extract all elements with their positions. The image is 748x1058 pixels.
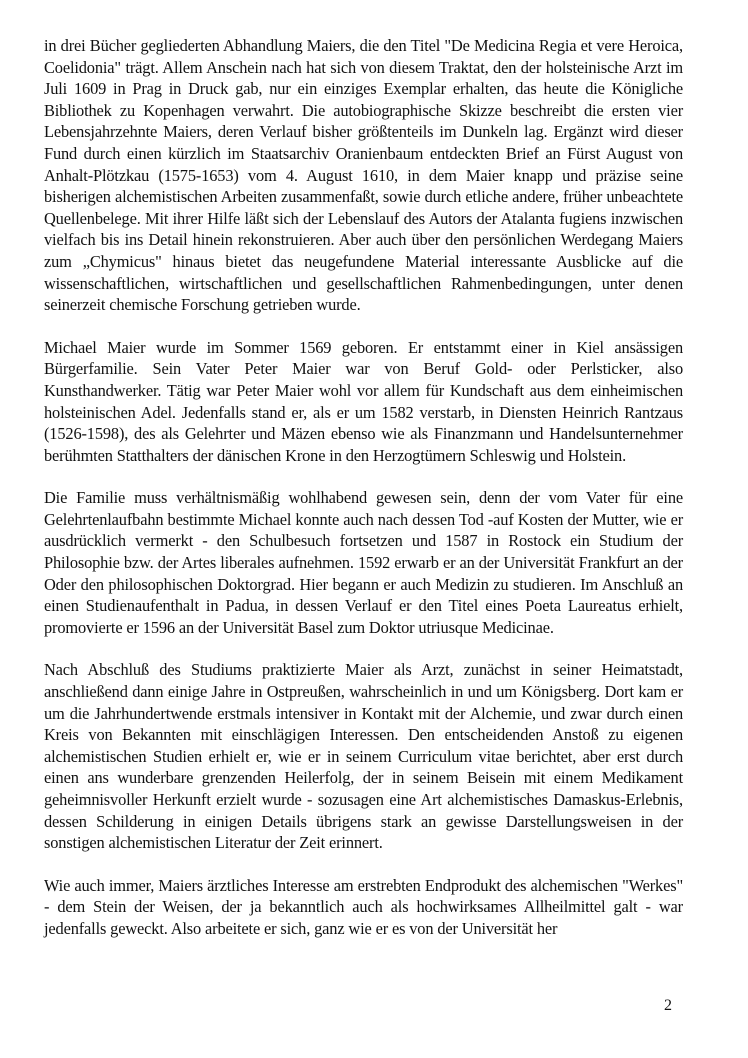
paragraph-education: Die Familie muss verhältnismäßig wohlhabend gewesen sein, denn der vom Vater für eine Gelehrtenlaufbahn bestimmte Michael konnte auch nach dessen Tod -auf Kosten der Mutter, wie er ausdrücklich vermerkt - den Schulbesuch fortsetzen und 1587 in Rostock ein Studium der Philosophie bzw. der Artes liberales aufnehmen. 1592 erwarb er an der Universität Frankfurt an der Oder den philosophischen Doktorgrad. Hier begann er auch Medizin zu studieren. Im Anschluß an einen Studienaufenthalt in Padua, in dessen Verlauf er den Titel eines Poeta Laureatus erhielt, promovierte er 1596 an der Universität Basel zum Doktor utriusque Medicinae. <box>44 488 683 637</box>
paragraph-philosophers-stone: Wie auch immer, Maiers ärztliches Interesse am erstrebten Endprodukt des alchemischen "Werkes" - dem Stein der Weisen, der ja bekanntlich auch als hochwirksames Allheilmittel galt - war jedenfalls geweckt. Also arbeitete er sich, ganz wie er es von der Universität her <box>44 875 683 938</box>
document-page <box>44 35 683 940</box>
paragraph-birth-family: Michael Maier wurde im Sommer 1569 geboren. Er entstammt einer in Kiel ansässigen Bürgerfamilie. Sein Vater Peter Maier war von Beruf Gold- oder Perlsticker, also Kunsthandwerker. Tätig war Peter Maier wohl vor allem für Kundschaft aus dem einheimischen holsteinischen Adel. Jedenfalls stand er, als er um 1582 verstarb, in Diensten Heinrich Rantzaus (1526-1598), des als Gelehrter und Mäzen ebenso wie als Finanzmann und Handelsunternehmer berühmten Statthalters der dänischen Krone in den Herzogtümern Schleswig und Holstein. <box>44 337 683 465</box>
page-number: 2 <box>664 997 672 1014</box>
paragraph-intro-source: in drei Bücher gegliederten Abhandlung Maiers, die den Titel "De Medicina Regia et vere Heroica, Coelidonia" trägt. Allem Anschein nach hat sich von diesem Traktat, den der holsteinische Arzt im Juli 1609 in Prag in Druck gab, nur ein einziges Exemplar erhalten, das heute die Königliche Bibliothek zu Kopenhagen verwahrt. Die autobiographische Skizze beschreibt die ersten vier Lebensjahrzehnte Maiers, deren Verlauf bisher größtenteils im Dunkeln lag. Ergänzt wird dieser Fund durch einen kürzlich im Staatsarchiv Oranienbaum entdeckten Brief an Fürst August von Anhalt-Plötzkau (1575-1653) vom 4. August 1610, in dem Maier knapp und präzise seine bisherigen alchemistischen Arbeiten zusammenfaßt, sowie durch etliche andere, früher unbeachtete Quellenbelege. Mit ihrer Hilfe läßt sich der Lebenslauf des Autors der Atalanta fugiens inzwischen vielfach bis ins Detail hinein rekonstruieren. Aber auch über den persönlichen Werdegang Maiers zum „Chymicus" hinaus bietet das neugefundene Material interessante Ausblicke auf die wissenschaftlichen, wirtschaftlichen und gesellschaftlichen Rahmenbedingungen, unter denen seinerzeit chemische Forschung getrieben wurde. <box>44 36 683 315</box>
paragraph-alchemy-contact: Nach Abschluß des Studiums praktizierte Maier als Arzt, zunächst in seiner Heimatstadt, anschließend dann einige Jahre in Ostpreußen, wahrscheinlich in und um Königsberg. Dort kam er um die Jahrhundertwende erstmals intensiver in Kontakt mit der Alchemie, und zwar durch einen Kreis von Bekannten mit einschlägigen Interessen. Den entscheidenden Anstoß zu eigenen alchemistischen Studien erhielt er, wie er in seinem Curriculum vitae berichtet, aber erst durch einen ans wunderbare grenzenden Heilerfolg, der in seinem Beisein mit einem Medikament geheimnisvoller Herkunft erzielt wurde - sozusagen eine Art alchemistisches Damaskus-Erlebnis, dessen Schilderung in einigen Details übrigens stark an gewisse Darstellungsweisen in der sonstigen alchemistischen Literatur der Zeit erinnert. <box>44 660 683 853</box>
